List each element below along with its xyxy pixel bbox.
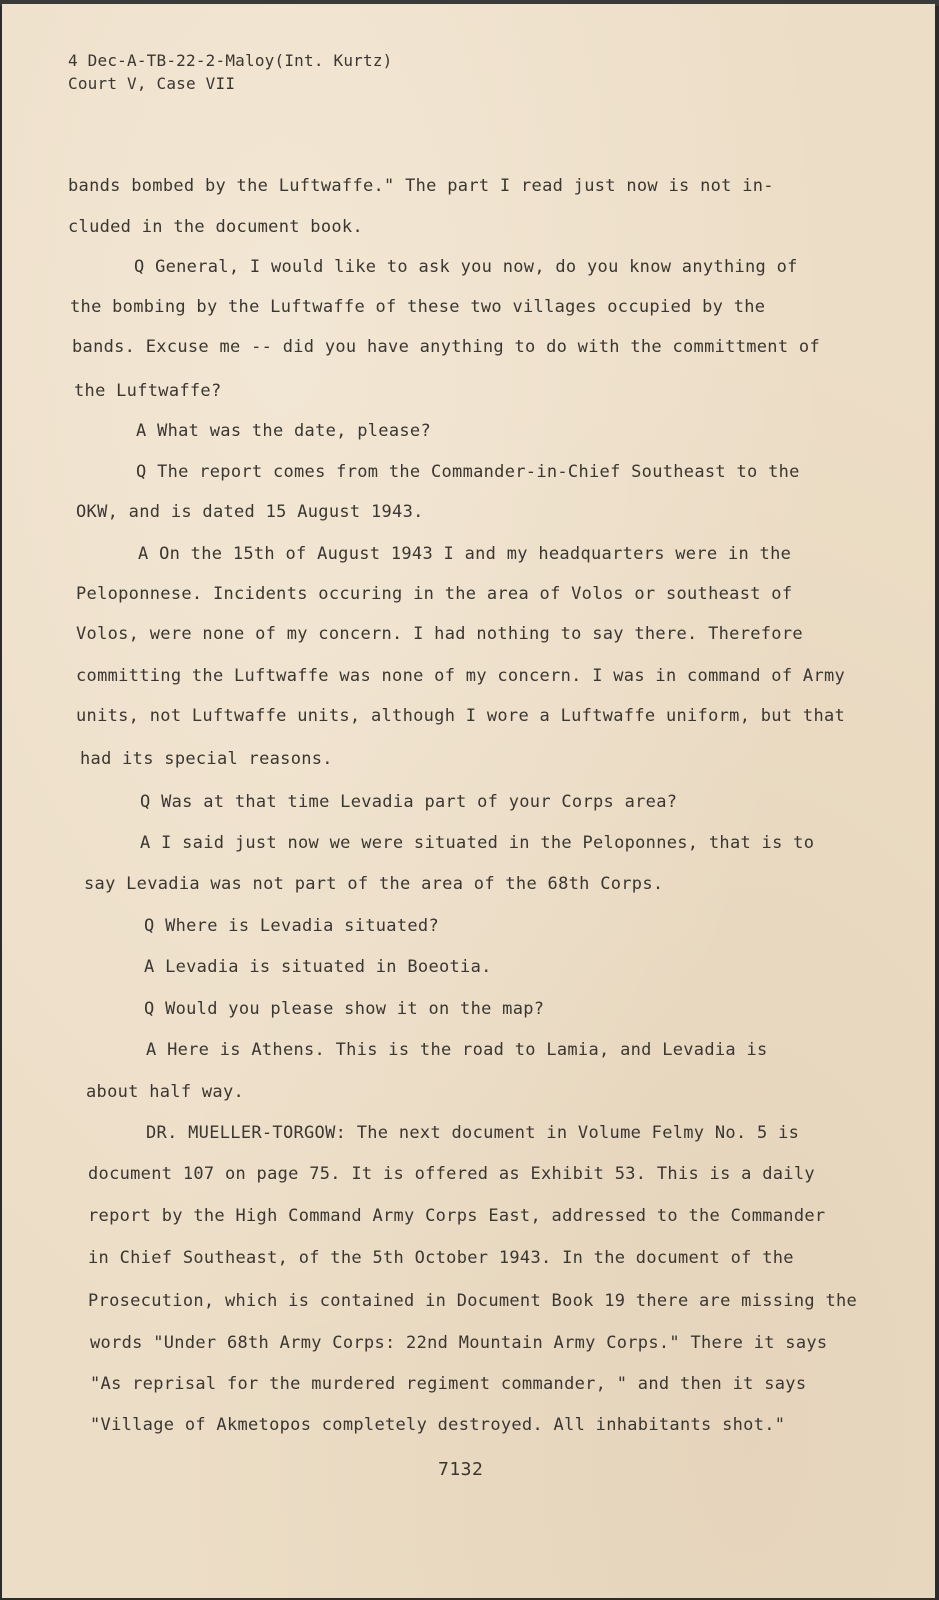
document-page <box>2 4 935 1598</box>
text-line: units, not Luftwaffe units, although I wore a Luftwaffe uniform, but that <box>76 706 846 726</box>
text-line: Peloponnese. Incidents occuring in the area of Volos or southeast of <box>76 584 793 604</box>
text-line: A On the 15th of August 1943 I and my headquarters were in the <box>138 544 792 564</box>
text-line: the Luftwaffe? <box>74 381 222 401</box>
text-line: bands. Excuse me -- did you have anything to do with the committment of <box>72 337 820 357</box>
text-line: Q Would you please show it on the map? <box>144 999 545 1019</box>
page-number: 7132 <box>438 1459 484 1480</box>
text-line: A Levadia is situated in Boeotia. <box>144 957 492 977</box>
text-line: Prosecution, which is contained in Document Book 19 there are missing the <box>88 1291 858 1311</box>
text-line: words "Under 68th Army Corps: 22nd Mountain Army Corps." There it says <box>90 1333 828 1353</box>
text-line: Q The report comes from the Commander-in-Chief Southeast to the <box>136 462 800 482</box>
text-line: Q General, I would like to ask you now, do you know anything of <box>134 257 798 277</box>
text-line: Q Was at that time Levadia part of your Corps area? <box>140 792 678 812</box>
text-line: Q Where is Levadia situated? <box>144 916 439 936</box>
text-line: about half way. <box>86 1082 245 1102</box>
text-line: committing the Luftwaffe was none of my concern. I was in command of Army <box>76 666 846 686</box>
text-line: report by the High Command Army Corps East, addressed to the Commander <box>88 1206 826 1226</box>
text-line: cluded in the document book. <box>68 217 363 237</box>
text-line: document 107 on page 75. It is offered as Exhibit 53. This is a daily <box>88 1164 815 1184</box>
text-line: the bombing by the Luftwaffe of these two villages occupied by the <box>70 297 766 317</box>
text-line: say Levadia was not part of the area of the 68th Corps. <box>84 874 664 894</box>
text-line: Volos, were none of my concern. I had nothing to say there. Therefore <box>76 624 803 644</box>
text-line: DR. MUELLER-TORGOW: The next document in Volume Felmy No. 5 is <box>146 1123 800 1143</box>
text-line: A Here is Athens. This is the road to Lamia, and Levadia is <box>146 1040 768 1060</box>
text-line: A I said just now we were situated in the Peloponnes, that is to <box>140 833 815 853</box>
text-line: OKW, and is dated 15 August 1943. <box>76 502 424 522</box>
text-line: A What was the date, please? <box>136 421 431 441</box>
text-line: in Chief Southeast, of the 5th October 1943. In the document of the <box>88 1248 794 1268</box>
case-reference: 4 Dec-A-TB-22-2-Maloy(Int. Kurtz) <box>68 51 393 70</box>
text-line: "As reprisal for the murdered regiment commander, " and then it says <box>90 1374 807 1394</box>
text-line: "Village of Akmetopos completely destroyed. All inhabitants shot." <box>90 1415 786 1435</box>
court-reference: Court V, Case VII <box>68 74 236 93</box>
text-line: bands bombed by the Luftwaffe." The part I read just now is not in- <box>68 176 774 196</box>
text-line: had its special reasons. <box>80 749 333 769</box>
